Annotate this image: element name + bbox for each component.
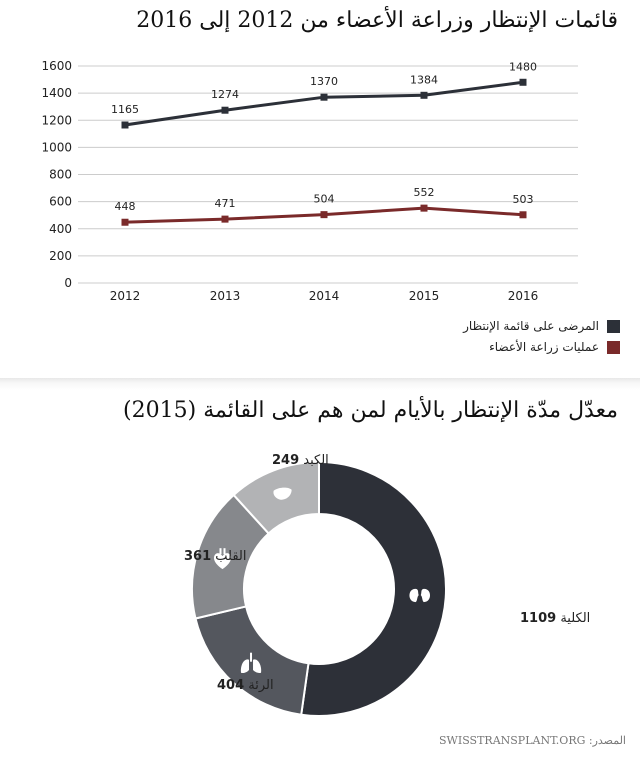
donut-label — [217, 678, 274, 693]
transplants-point — [421, 205, 428, 212]
legend-swatch-waitlist — [607, 320, 620, 333]
x-tick-label: 2013 — [209, 289, 241, 303]
donut-chart-title: معدّل مدّة الإنتظار بالأيام لمن هم على القائمة (2015) — [123, 398, 618, 423]
data-label: 1370 — [310, 75, 338, 89]
y-tick-label: 1600 — [41, 59, 72, 73]
slice-value: 361 — [184, 549, 212, 564]
x-tick-label: 2012 — [109, 289, 141, 303]
series-group — [111, 60, 537, 225]
data-label: 503 — [512, 192, 534, 206]
donut-label — [520, 611, 590, 626]
y-tick-label: 200 — [49, 248, 72, 263]
data-label: 552 — [413, 186, 435, 200]
x-axis-ticks — [110, 289, 539, 303]
data-label: 504 — [313, 192, 335, 206]
y-tick-label: 800 — [49, 167, 72, 182]
donut-chart — [0, 390, 640, 763]
slice-value: 404 — [217, 678, 245, 693]
waitlist-line — [125, 82, 523, 125]
transplants-point — [222, 216, 229, 223]
y-tick-label: 1400 — [41, 86, 72, 101]
data-label: 1480 — [509, 60, 537, 74]
transplants-point — [122, 219, 129, 226]
data-label: 1384 — [410, 73, 438, 87]
x-tick-label: 2014 — [308, 289, 340, 303]
y-tick-label: 600 — [49, 194, 72, 209]
y-tick-label: 0 — [64, 276, 72, 290]
line-chart-panel — [0, 0, 640, 378]
y-tick-label: 1000 — [41, 140, 72, 155]
slice-name: الكبد — [299, 453, 329, 468]
waitlist-point — [421, 92, 428, 99]
slice-value: 249 — [272, 453, 300, 468]
y-axis-ticks — [41, 59, 72, 290]
legend-label-transplants: عمليات زراعة الأعضاء — [489, 340, 599, 354]
section-divider — [0, 378, 640, 390]
source-credit: المصدر: SWISSTRANSPLANT.ORG — [439, 734, 626, 747]
slice-value: 1109 — [520, 611, 557, 626]
donut-label — [184, 549, 247, 564]
waitlist-point — [520, 79, 527, 86]
data-label: 1165 — [111, 102, 139, 116]
transplants-point — [321, 211, 328, 218]
transplants-point — [520, 211, 527, 218]
y-tick-label: 1200 — [41, 113, 72, 128]
y-tick-label: 400 — [49, 221, 72, 236]
data-label: 471 — [214, 197, 236, 211]
slice-name: القلب — [211, 549, 247, 564]
legend-transplants — [489, 340, 620, 354]
donut-label — [272, 453, 329, 468]
line-chart-title: قائمات الإنتظار وزراعة الأعضاء من 2012 إلى 2016 — [136, 8, 618, 33]
slice-name: الرئة — [244, 678, 274, 693]
legend-swatch-transplants — [607, 341, 620, 354]
data-label: 1274 — [211, 88, 239, 102]
slice-name: الكلية — [556, 611, 591, 626]
waitlist-point — [222, 107, 229, 114]
legend-label-waitlist: المرضى على قائمة الإنتظار — [463, 319, 599, 333]
x-tick-label: 2015 — [408, 289, 440, 303]
legend-waitlist — [463, 319, 620, 333]
waitlist-point — [122, 121, 129, 128]
donut-chart-panel — [0, 390, 640, 763]
x-tick-label: 2016 — [507, 289, 539, 303]
waitlist-point — [321, 94, 328, 101]
data-label: 448 — [114, 200, 136, 214]
